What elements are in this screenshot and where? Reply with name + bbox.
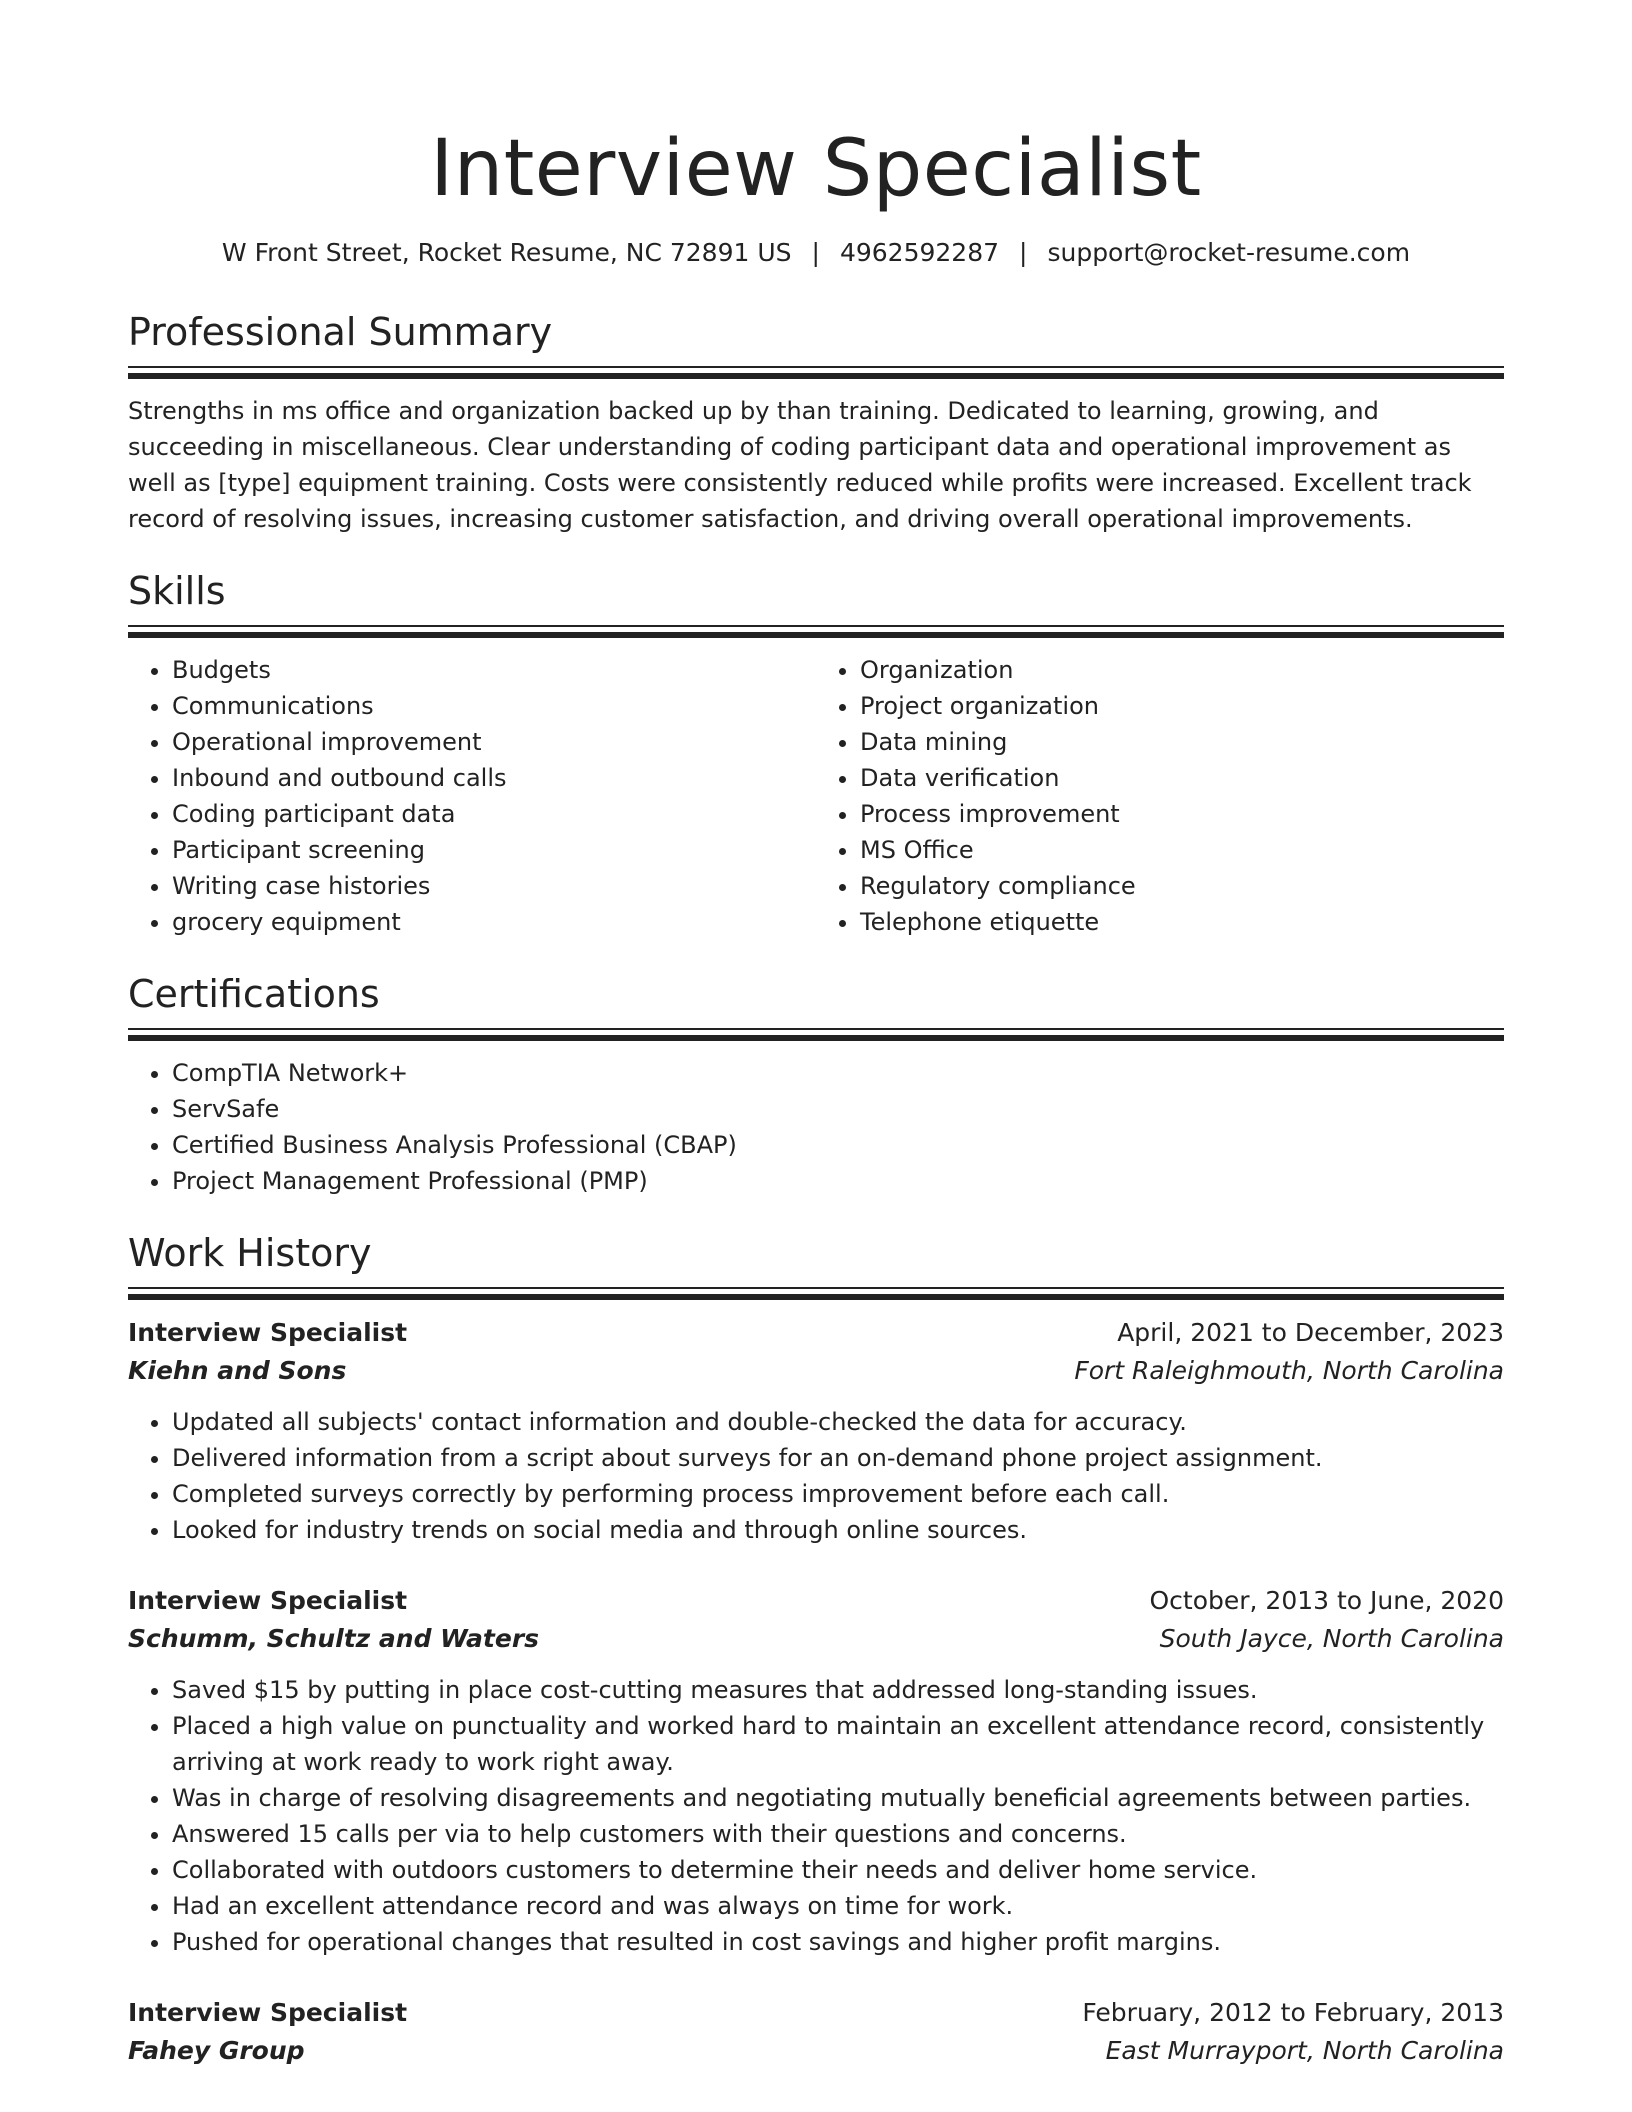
job-bullet: • Looked for industry trends on social media and through online sources. xyxy=(172,1512,1504,1548)
job-bullet: • Had an excellent attendance record and was always on time for work. xyxy=(172,1888,1504,1924)
skill-item: • Regulatory compliance xyxy=(860,868,1504,904)
contact-separator: | xyxy=(1019,238,1028,267)
section-title-certifications: Certifications xyxy=(128,972,380,1016)
certifications-section xyxy=(128,970,1504,1199)
job-location: South Jayce, North Carolina xyxy=(1159,1624,1504,1653)
skill-item: • Writing case histories xyxy=(172,868,816,904)
skills-right-column xyxy=(816,652,1504,940)
skills-left-column xyxy=(128,652,816,940)
job-title: Interview Specialist xyxy=(128,1998,408,2027)
skill-item: • Project organization xyxy=(860,688,1504,724)
summary-section xyxy=(128,308,1504,537)
job-entry xyxy=(128,1582,1504,1960)
skill-item: • Participant screening xyxy=(172,832,816,868)
contact-separator: | xyxy=(811,238,820,267)
section-title-work-history: Work History xyxy=(128,1231,372,1275)
job-location: East Murrayport, North Carolina xyxy=(1105,2036,1504,2065)
job-bullets xyxy=(128,1404,1504,1548)
job-bullet: • Collaborated with outdoors customers to determine their needs and deliver home service. xyxy=(172,1852,1504,1888)
contact-email[interactable]: support@rocket-resume.com xyxy=(1047,238,1411,267)
skill-item: • MS Office xyxy=(860,832,1504,868)
job-dates: October, 2013 to June, 2020 xyxy=(1149,1586,1504,1615)
skill-item: • Budgets xyxy=(172,652,816,688)
job-bullet: • Updated all subjects' contact information and double-checked the data for accuracy. xyxy=(172,1404,1504,1440)
job-bullet: • Pushed for operational changes that resulted in cost savings and higher profit margins. xyxy=(172,1924,1504,1960)
job-dates: February, 2012 to February, 2013 xyxy=(1082,1998,1504,2027)
job-company: Schumm, Schultz and Waters xyxy=(128,1624,540,1653)
skill-item: • Communications xyxy=(172,688,816,724)
job-company: Kiehn and Sons xyxy=(128,1356,347,1385)
contact-phone: 4962592287 xyxy=(839,238,1000,267)
job-title: Interview Specialist xyxy=(128,1586,408,1615)
skill-item: • Inbound and outbound calls xyxy=(172,760,816,796)
skill-item: • Process improvement xyxy=(860,796,1504,832)
job-entry xyxy=(128,1994,1504,2070)
job-header-row xyxy=(128,1582,1504,1620)
job-bullet: • Saved $15 by putting in place cost-cutting measures that addressed long-standing issues. xyxy=(172,1672,1504,1708)
job-bullet: • Answered 15 calls per via to help customers with their questions and concerns. xyxy=(172,1816,1504,1852)
contact-address: W Front Street, Rocket Resume, NC 72891 US xyxy=(221,238,792,267)
skill-item: • Organization xyxy=(860,652,1504,688)
job-company-row xyxy=(128,1352,1504,1390)
section-title-summary: Professional Summary xyxy=(128,310,553,354)
skills-section xyxy=(128,567,1504,940)
section-divider xyxy=(128,366,1504,379)
section-divider xyxy=(128,1028,1504,1041)
certification-item: • Certified Business Analysis Professional (CBAP) xyxy=(172,1127,1504,1163)
skill-item: • Operational improvement xyxy=(172,724,816,760)
job-company: Fahey Group xyxy=(128,2036,305,2065)
skill-item: • grocery equipment xyxy=(172,904,816,940)
job-header-row xyxy=(128,1314,1504,1352)
job-bullets xyxy=(128,1672,1504,1960)
job-location: Fort Raleighmouth, North Carolina xyxy=(1074,1356,1504,1385)
job-bullet: • Was in charge of resolving disagreements and negotiating mutually beneficial agreements between parties. xyxy=(172,1780,1504,1816)
job-company-row xyxy=(128,1620,1504,1658)
section-title-skills: Skills xyxy=(128,569,226,613)
job-title: Interview Specialist xyxy=(128,1318,408,1347)
summary-text: Strengths in ms office and organization backed up by than training. Dedicated to learning, growing, and succeeding in miscellaneous. Clear understanding of coding participant data and operational improvement as well as [type] equipment training. Costs were consistently reduced while profits were increased. Excellent track record of resolving issues, increasing customer satisfaction, and driving overall operational improvements. xyxy=(128,397,1472,533)
skill-item: • Data mining xyxy=(860,724,1504,760)
section-divider xyxy=(128,625,1504,638)
skill-item: • Coding participant data xyxy=(172,796,816,832)
job-entry xyxy=(128,1314,1504,1548)
skill-item: • Data verification xyxy=(860,760,1504,796)
job-bullet: • Placed a high value on punctuality and worked hard to maintain an excellent attendance record, consistently arriving at work ready to work right away. xyxy=(172,1708,1504,1780)
section-divider xyxy=(128,1287,1504,1300)
work-history-section xyxy=(128,1229,1504,2070)
certification-item: • CompTIA Network+ xyxy=(172,1055,1504,1091)
certification-item: • ServSafe xyxy=(172,1091,1504,1127)
certifications-list xyxy=(128,1055,1504,1199)
candidate-name: Interview Specialist xyxy=(430,124,1202,214)
job-bullet: • Completed surveys correctly by performing process improvement before each call. xyxy=(172,1476,1504,1512)
job-header-row xyxy=(128,1994,1504,2032)
certification-item: • Project Management Professional (PMP) xyxy=(172,1163,1504,1199)
job-dates: April, 2021 to December, 2023 xyxy=(1117,1318,1504,1347)
job-company-row xyxy=(128,2032,1504,2070)
job-bullet: • Delivered information from a script about surveys for an on-demand phone project assignment. xyxy=(172,1440,1504,1476)
skill-item: • Telephone etiquette xyxy=(860,904,1504,940)
contact-line xyxy=(128,236,1504,270)
skills-columns xyxy=(128,652,1504,940)
